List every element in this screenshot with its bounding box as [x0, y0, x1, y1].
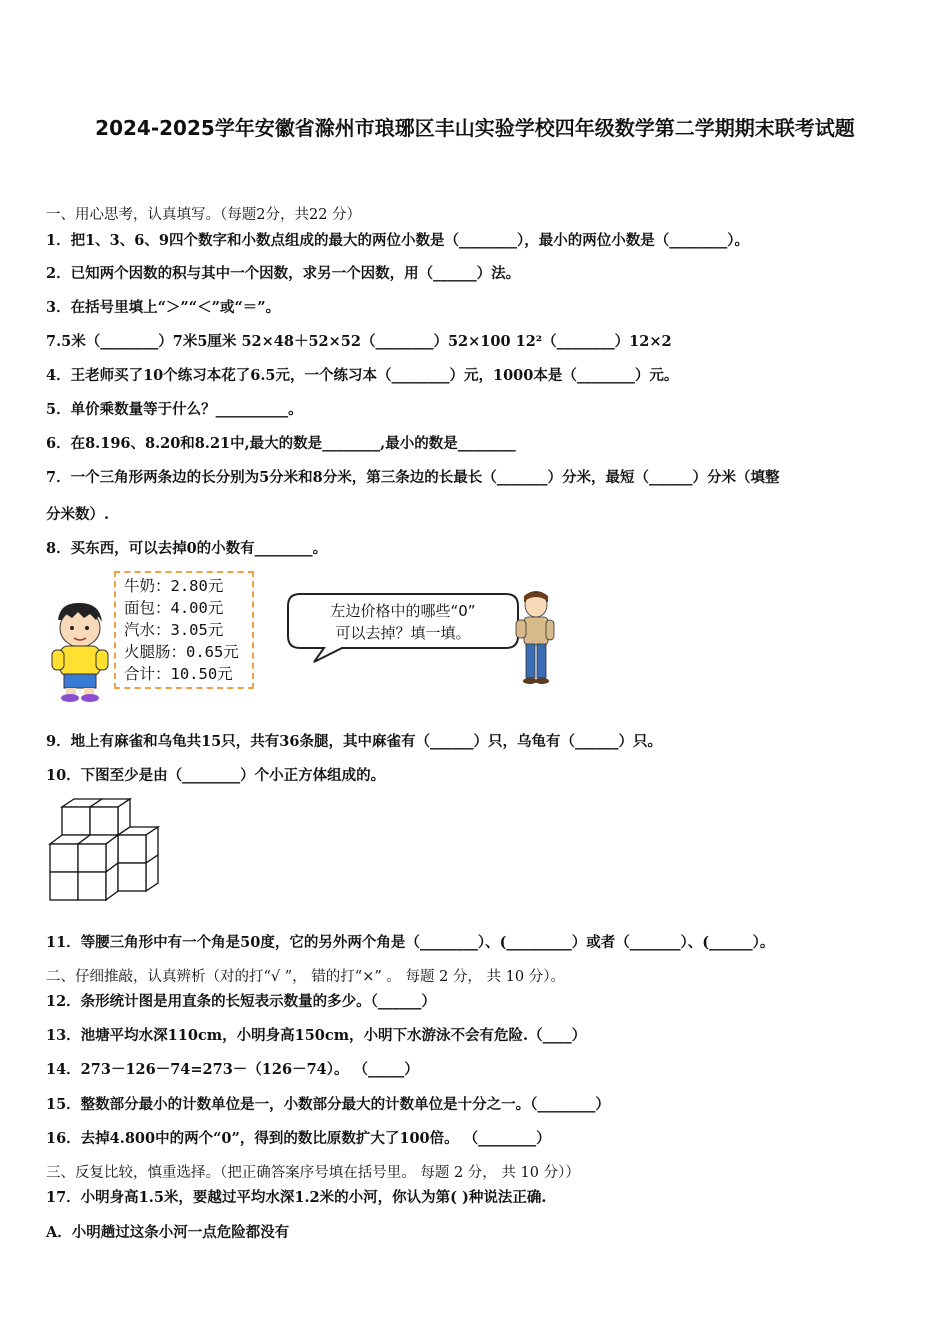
price-item: 面包：4.00元 — [124, 599, 224, 617]
question-9: 9．地上有麻雀和乌龟共15只，共有36条腿，其中麻雀有（______）只，乌龟有（______）只。 — [46, 733, 662, 750]
speech-bubble-text — [296, 600, 510, 644]
question-3-items: 7.5米（________）7米5厘米 52×48＋52×52（________）52×100 12²（________）12×2 — [46, 333, 672, 350]
section-3-heading: 三、反复比较，慎重选择。（把正确答案序号填在括号里。 每题 2 分， 共 10 分）） — [46, 1165, 580, 1181]
cube-stack-figure — [46, 797, 162, 903]
question-17-option-a: A．小明趟过这条小河一点危险都没有 — [46, 1224, 290, 1241]
page-title: 2024-2025学年安徽省滁州市琅琊区丰山实验学校四年级数学第二学期期末联考试题 — [95, 116, 855, 140]
question-8: 8．买东西，可以去掉0的小数有________。 — [46, 540, 328, 557]
bubble-line: 左边价格中的哪些“0” — [330, 602, 476, 620]
price-item: 牛奶：2.80元 — [124, 577, 224, 595]
question-1: 1．把1、3、6、9四个数字和小数点组成的最大的两位小数是（________），最小的两位小数是（________）。 — [46, 232, 749, 249]
question-17: 17．小明身高1.5米，要越过平均水深1.2米的小河，你认为第( )种说法正确. — [46, 1189, 547, 1206]
price-item: 火腿肠：0.65元 — [124, 643, 239, 661]
question-4: 4．王老师买了10个练习本花了6.5元，一个练习本（________）元，1000本是（________）元。 — [46, 367, 679, 384]
question-7-line-1: 7．一个三角形两条边的长分别为5分米和8分米，第三条边的长最长（_______）分米，最短（______）分米（填整 — [46, 469, 780, 486]
question-14: 14．273－126－74=273－（126－74）。 （_____） — [46, 1061, 419, 1078]
section-1-heading: 一、用心思考，认真填写。（每题2分，共22 分） — [46, 207, 362, 223]
boy-illustration — [50, 600, 110, 704]
question-3: 3．在括号里填上“＞”“＜”或“＝”。 — [46, 299, 281, 316]
question-10: 10．下图至少是由（________）个小正方体组成的。 — [46, 767, 386, 784]
teacher-illustration — [512, 588, 558, 688]
question-12: 12．条形统计图是用直条的长短表示数量的多少。（______） — [46, 993, 436, 1010]
price-item: 合计：10.50元 — [124, 665, 233, 683]
question-7-line-2: 分米数）. — [46, 506, 110, 523]
question-16: 16．去掉4.800中的两个“0”，得到的数比原数扩大了100倍。 （________） — [46, 1130, 551, 1147]
price-item: 汽水：3.05元 — [124, 621, 224, 639]
price-list-box — [114, 571, 254, 689]
bubble-line: 可以去掉？填一填。 — [335, 624, 471, 642]
question-11: 11．等腰三角形中有一个角是50度，它的另外两个角是（________）、(_________）或者（_______）、(______）。 — [46, 934, 775, 951]
question-6: 6．在8.196、8.20和8.21中,最大的数是________,最小的数是________ — [46, 435, 516, 452]
section-2-heading: 二、仔细推敲，认真辨析（对的打“√ ”， 错的打“×” 。 每题 2 分， 共 10 分）。 — [46, 969, 565, 985]
question-15: 15．整数部分最小的计数单位是一，小数部分最大的计数单位是十分之一。（________） — [46, 1096, 610, 1113]
question-2: 2．已知两个因数的积与其中一个因数，求另一个因数，用（______）法。 — [46, 265, 521, 282]
question-5: 5．单价乘数量等于什么？__________。 — [46, 401, 303, 418]
question-13: 13．池塘平均水深110cm，小明身高150cm，小明下水游泳不会有危险.（____） — [46, 1027, 587, 1044]
